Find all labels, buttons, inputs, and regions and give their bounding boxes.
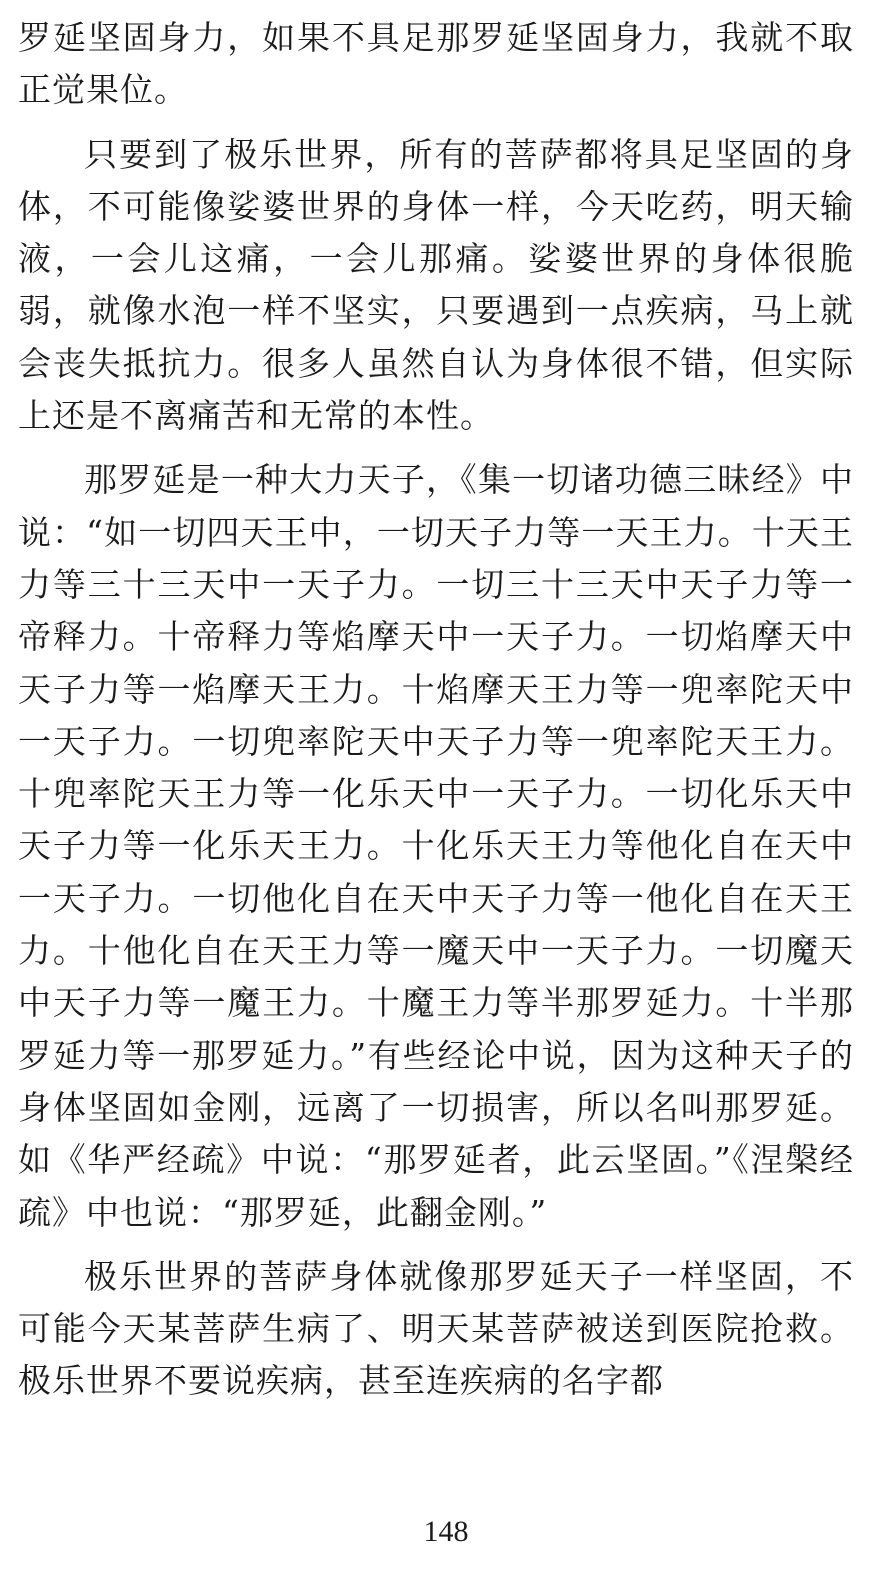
page-number: 148 bbox=[423, 1515, 469, 1548]
paragraph-2: 只要到了极乐世界，所有的菩萨都将具足坚固的身体，不可能像娑婆世界的身体一样，今天吃药，明天输液，一会儿这痛，一会儿那痛。娑婆世界的身体很脆弱，就像水泡一样不坚实，只要遇到一点疾病，马上就会丧失抵抗力。很多人虽然自认为身体很不错，但实际上还是不离痛苦和无常的本性。 bbox=[18, 134, 854, 436]
paragraph-4: 极乐世界的菩萨身体就像那罗延天子一样坚固，不可能今天某菩萨生病了、明天某菩萨被送到医院抢救。极乐世界不要说疾病，甚至连疾病的名字都 bbox=[18, 1256, 854, 1401]
paragraph-3: 那罗延是一种大力天子，《集一切诸功德三昧经》中说：“如一切四天王中，一切天子力等一天王力。十天王力等三十三天中一天子力。一切三十三天中天子力等一帝释力。十帝释力等焰摩天中一天子力。一切焰摩天中天子力等一焰摩天王力。十焰摩天王力等一兜率陀天中一天子力。一切兜率陀天中天子力等一兜率陀天王力。十兜率陀天王力等一化乐天中一天子力。一切化乐天中天子力等一化乐天王力。十化乐天王力等他化自在天中一天子力。一切他化自在天中天子力等一他化自在天王力。十他化自在天王力等一魔天中一天子力。一切魔天中天子力等一魔王力。十魔王力等半那罗延力。十半那罗延力等一那罗延力。”有些经论中说，因为这种天子的身体坚固如金刚，远离了一切损害，所以名叫那罗延。如《华严经疏》中说：“那罗延者，此云坚固。”《涅槃经疏》中也说：“那罗延，此翻金刚。” bbox=[18, 460, 854, 1232]
paragraph-1: 罗延坚固身力，如果不具足那罗延坚固身力，我就不取正觉果位。 bbox=[18, 18, 854, 110]
body-text bbox=[18, 12, 854, 1408]
